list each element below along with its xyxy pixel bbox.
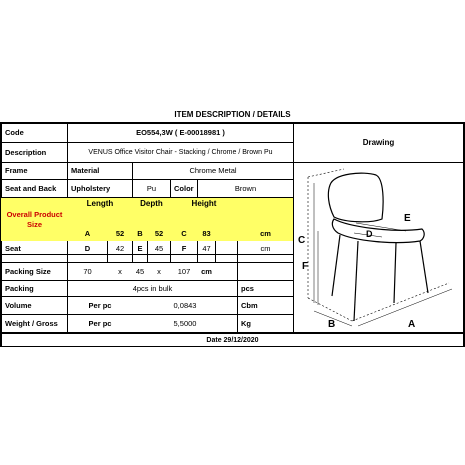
code-value: EO554,3W ( E-00018981 ) — [136, 128, 225, 138]
sheet-title: ITEM DESCRIPTION / DETAILS — [174, 110, 291, 119]
drawing-letter-c: C — [298, 235, 306, 246]
d-letter: D — [84, 243, 91, 253]
packing-size-depth: 45 — [135, 266, 145, 276]
a-value: 52 — [115, 229, 125, 239]
packing-size-unit: cm — [201, 266, 212, 276]
packing-value: 4pcs in bulk — [132, 283, 173, 293]
seat-unit: cm — [260, 243, 271, 253]
description-value: VENUS Office Visitor Chair - Stacking / Chrome / Brown Pu — [88, 149, 273, 156]
drawing-letter-f: F — [302, 261, 309, 272]
weight-per: Per pc — [88, 318, 112, 328]
seat-back-label: Seat and Back — [5, 183, 57, 193]
rule — [0, 346, 465, 347]
volume-per: Per pc — [88, 300, 112, 310]
packing-size-length: 70 — [83, 266, 92, 276]
material-value: Chrome Metal — [189, 166, 237, 176]
packing-size-x1: x — [118, 266, 122, 276]
drawing-letter-b: B — [328, 319, 336, 330]
height-header: Height — [191, 198, 217, 208]
c-letter: C — [181, 229, 187, 239]
volume-label: Volume — [5, 300, 32, 310]
c-value: 83 — [202, 229, 211, 239]
drawing-letter-a: A — [408, 319, 416, 330]
packing-size-x2: x — [157, 266, 161, 276]
length-header: Length — [86, 198, 114, 208]
backrest — [328, 173, 383, 222]
packing-unit: pcs — [241, 283, 254, 293]
chair-drawing — [294, 163, 463, 332]
drawing-letter-e: E — [404, 213, 411, 224]
chair-legs — [332, 235, 428, 321]
overall-size-label — [2, 198, 67, 241]
packing-size-height: 107 — [177, 266, 191, 276]
e-value: 45 — [154, 243, 164, 253]
volume-value: 0,0843 — [173, 300, 197, 310]
overall-unit: cm — [260, 229, 271, 239]
upholstery-label: Upholstery — [71, 183, 111, 193]
packing-size-label: Packing Size — [5, 266, 51, 276]
dimension-box — [308, 169, 449, 321]
material-label: Material — [71, 166, 100, 176]
overall-size-label-line2: Size — [26, 219, 42, 229]
weight-unit: Kg — [241, 318, 251, 328]
b-letter: B — [137, 229, 143, 239]
upholstery-value: Pu — [146, 183, 157, 193]
packing-label: Packing — [5, 283, 34, 293]
overall-size-label-line1: Overall Product — [6, 210, 63, 219]
color-label: Color — [174, 183, 194, 193]
e-letter: E — [137, 243, 143, 253]
a-letter: A — [84, 229, 91, 239]
color-value: Brown — [234, 183, 257, 193]
code-label: Code — [5, 128, 24, 138]
drawing-label: Drawing — [362, 138, 395, 147]
description-label: Description — [5, 147, 47, 157]
volume-unit: Cbm — [241, 300, 258, 310]
seat-label: Seat — [5, 243, 21, 253]
f-letter: F — [181, 243, 187, 253]
weight-value: 5,5000 — [173, 318, 197, 328]
d-value: 42 — [115, 243, 125, 253]
weight-label: Weight / Gross — [5, 318, 58, 328]
f-value: 47 — [202, 243, 211, 253]
drawing-letter-d: D — [366, 229, 373, 239]
date: Date 29/12/2020 — [206, 336, 259, 344]
frame-label: Frame — [5, 166, 28, 176]
b-value: 52 — [154, 229, 164, 239]
depth-header: Depth — [140, 198, 163, 208]
